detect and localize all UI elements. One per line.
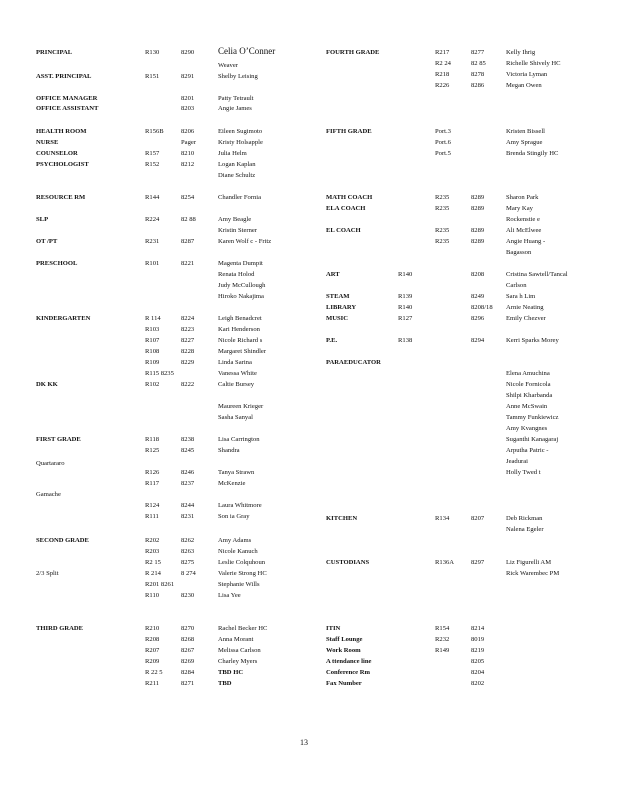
room-number: R157	[145, 150, 160, 157]
paraeducator-name: Holly Twed t	[506, 469, 541, 476]
room-number: R127	[398, 315, 413, 322]
staff-name: Shelby Leising	[218, 73, 258, 80]
staff-name: Weaver	[218, 62, 238, 69]
extension: 82 85	[471, 60, 486, 67]
staff-name: Amy Beagle	[218, 216, 252, 223]
room-number: R235	[435, 227, 450, 234]
staff-name: Valerie Strong HC	[218, 570, 267, 577]
room-number: R235	[435, 194, 450, 201]
room-number: R136A	[435, 559, 455, 566]
staff-name: Logan Kaplan	[218, 161, 256, 168]
room-number: R109	[145, 359, 160, 366]
section-label: LIBRARY	[326, 304, 357, 311]
paraeducator-name: Jeadurai	[506, 458, 528, 465]
staff-name: Mary Kay	[506, 205, 533, 212]
extension: 8 274	[181, 570, 196, 577]
room-number: Port.3	[435, 128, 451, 135]
section-label: CUSTODIANS	[326, 559, 370, 566]
section-label: SECOND GRADE	[36, 537, 89, 544]
room-number: R110	[145, 592, 160, 599]
extension: 8291	[181, 73, 195, 80]
extension: 8222	[181, 381, 195, 388]
extension: 8203	[181, 105, 195, 112]
extension: 8270	[181, 625, 195, 632]
staff-name: Nalena Egeler	[506, 526, 544, 533]
room-number: R210	[145, 625, 160, 632]
staff-name: Nicole Richard s	[218, 337, 263, 344]
staff-name: TBD HC	[218, 669, 244, 676]
staff-name: Sharon Park	[506, 194, 539, 201]
section-label: ASST. PRINCIPAL	[36, 73, 92, 80]
room-number: R125	[145, 447, 160, 454]
staff-name: Patty Tetrault	[218, 95, 254, 102]
extension: 8206	[181, 128, 195, 135]
staff-name: Amy Adams	[218, 537, 252, 544]
room-number: R103	[145, 326, 160, 333]
staff-name: Melissa Carlson	[218, 647, 261, 654]
room-number: R130	[145, 49, 160, 56]
section-label: COUNSELOR	[36, 150, 78, 157]
room-number: R209	[145, 658, 160, 665]
section-label: OFFICE ASSISTANT	[36, 105, 99, 112]
extension: 8214	[471, 625, 485, 632]
room-number: R139	[398, 293, 413, 300]
paraeducator-name: Elena Amuchina	[506, 370, 550, 377]
extension: 8228	[181, 348, 195, 355]
staff-name: Rick Warembec PM	[506, 570, 560, 577]
extension: 8229	[181, 359, 195, 366]
extension: 8208	[471, 271, 485, 278]
staff-name: Leslie Colquhoun	[218, 559, 266, 566]
extension: 8267	[181, 647, 195, 654]
section-label: Conference Rm	[326, 669, 371, 676]
staff-name: Angie Huang -	[506, 238, 546, 245]
section-label: ART	[326, 271, 340, 278]
section-label: FIRST GRADE	[36, 436, 81, 443]
extension: 8284	[181, 669, 195, 676]
paraeducator-name: Amy Kvangnes	[506, 425, 548, 432]
room-number: R231	[145, 238, 160, 245]
paraeducator-name: Tammy Funkiewicz	[506, 414, 559, 421]
extension: 8202	[471, 680, 485, 687]
extension: 8289	[471, 227, 485, 234]
extension: 8269	[181, 658, 195, 665]
room-number: R235	[435, 205, 450, 212]
extension: 8221	[181, 260, 195, 267]
extension: 8287	[181, 238, 195, 245]
room-number: R101	[145, 260, 160, 267]
paraeducator-name: Nicole Fornicola	[506, 381, 551, 388]
room-number: R108	[145, 348, 160, 355]
section-label: EL COACH	[326, 227, 361, 234]
room-number: R138	[398, 337, 413, 344]
room-number: R2 24	[435, 60, 451, 67]
extension: 8289	[471, 238, 485, 245]
room-number: R151	[145, 73, 160, 80]
staff-name: Kelly Ihrig	[506, 49, 536, 56]
paraeducator-name: Shilpi Kharbanda	[506, 392, 553, 399]
room-number: R156B	[145, 128, 164, 135]
staff-name: Liz Figurelli AM	[506, 559, 552, 566]
staff-name: Angie James	[218, 105, 252, 112]
staff-name: Maureen Krieger	[218, 403, 264, 410]
staff-name: Rachel Becker HC	[218, 625, 268, 632]
staff-name: Tanya Strawn	[218, 469, 255, 476]
room-number: R107	[145, 337, 160, 344]
room-number: R124	[145, 502, 160, 509]
room-number: R117	[145, 480, 160, 487]
staff-name: Megan Owen	[506, 82, 542, 89]
staff-name: Lisa Carrington	[218, 436, 260, 443]
extension: 8262	[181, 537, 195, 544]
room-number: R232	[435, 636, 450, 643]
staff-name: Sasha Sanyal	[218, 414, 253, 421]
room-number: R 214	[145, 570, 161, 577]
extension: 8289	[471, 205, 485, 212]
section-label: MATH COACH	[326, 194, 373, 201]
section-label: FOURTH GRADE	[326, 49, 380, 56]
room-number: Port.5	[435, 150, 451, 157]
extension: 8246	[181, 469, 195, 476]
paraeducator-name: Arputha Patric -	[506, 447, 549, 454]
section-label: NURSE	[36, 139, 59, 146]
extension: 8019	[471, 636, 485, 643]
extension: 8227	[181, 337, 195, 344]
room-number: R140	[398, 271, 413, 278]
extension: 8205	[471, 658, 485, 665]
section-label: Staff Lounge	[326, 636, 363, 643]
extension: 8263	[181, 548, 195, 555]
extension: 8271	[181, 680, 195, 687]
staff-name: Chandler Fornia	[218, 194, 262, 201]
section-label: Fax Number	[326, 680, 362, 687]
staff-name: Celia O’Conner	[218, 46, 276, 56]
extension: 8201	[181, 95, 195, 102]
staff-name: Victoria Lyman	[506, 71, 548, 78]
room-number: R 114	[145, 315, 161, 322]
room-number: R224	[145, 216, 160, 223]
room-number: R 22 5	[145, 669, 163, 676]
extension: 8268	[181, 636, 195, 643]
page-number: 13	[300, 738, 308, 747]
section-label: RESOURCE RM	[36, 194, 86, 201]
room-number: R134	[435, 515, 450, 522]
staff-name: Ali McElwee	[506, 227, 542, 234]
section-label: PARAEDUCATOR	[326, 359, 381, 366]
extension: 8238	[181, 436, 195, 443]
section-label: SLP	[36, 216, 49, 223]
staff-name: Stephanie Wills	[218, 581, 260, 588]
staff-name: Hiroko Nakajima	[218, 293, 264, 300]
extension: 8296	[471, 315, 485, 322]
section-label: THIRD GRADE	[36, 625, 84, 632]
staff-name: McKenzie	[218, 480, 246, 487]
section-label: DK KK	[36, 381, 58, 388]
staff-name: Karen Wolf c - Fritz	[218, 238, 272, 245]
room-number: R140	[398, 304, 413, 311]
extension: 8277	[471, 49, 485, 56]
staff-name: Laura Whitmore	[218, 502, 262, 509]
extension: 8275	[181, 559, 195, 566]
section-label: P.E.	[326, 337, 338, 344]
section-label: OT /PT	[36, 238, 58, 245]
extension: 8212	[181, 161, 195, 168]
room-number: R226	[435, 82, 450, 89]
section-label: Gamache	[36, 491, 61, 498]
section-label: 2/3 Split	[36, 570, 59, 577]
staff-name: Magenta Dumpit	[218, 260, 263, 267]
room-number: R217	[435, 49, 450, 56]
extension: 8278	[471, 71, 485, 78]
staff-name: Vanessa White	[218, 370, 257, 377]
room-number: R126	[145, 469, 160, 476]
extension: 8286	[471, 82, 485, 89]
staff-name: Emily Chezver	[506, 315, 546, 322]
staff-name: Kari Henderson	[218, 326, 260, 333]
room-number: R208	[145, 636, 160, 643]
staff-name: Eileen Sugimoto	[218, 128, 263, 135]
staff-name: Kerri Sparks Morey	[506, 337, 559, 344]
paraeducator-name: Anne McSwain	[506, 403, 548, 410]
section-label: MUSIC	[326, 315, 348, 322]
section-label: FIFTH GRADE	[326, 128, 372, 135]
staff-name: Carlson	[506, 282, 527, 289]
extension: 8245	[181, 447, 195, 454]
section-label: KINDERGARTEN	[36, 315, 91, 322]
staff-name: Diane Schultz	[218, 172, 256, 179]
extension: 82 88	[181, 216, 196, 223]
extension: 8224	[181, 315, 195, 322]
extension: 8219	[471, 647, 485, 654]
staff-name: Arnie Neating	[506, 304, 544, 311]
room-number: R154	[435, 625, 450, 632]
staff-name: Sara h Lim	[506, 293, 536, 300]
staff-name: Deb Rickman	[506, 515, 543, 522]
extension: 8207	[471, 515, 485, 522]
extension: 8249	[471, 293, 485, 300]
extension: 8289	[471, 194, 485, 201]
extension: 8231	[181, 513, 195, 520]
staff-name: Margaret Shindler	[218, 348, 267, 355]
section-label: A ttendance line	[326, 658, 372, 665]
extension: 8244	[181, 502, 195, 509]
room-number: R218	[435, 71, 450, 78]
section-label: HEALTH ROOM	[36, 128, 87, 135]
room-number: R211	[145, 680, 160, 687]
staff-name: Anna Morant	[218, 636, 254, 643]
extension: 8297	[471, 559, 485, 566]
staff-name: Charley Myers	[218, 658, 258, 665]
room-number: R152	[145, 161, 160, 168]
staff-name: Julia Helm	[218, 150, 247, 157]
room-number: R102	[145, 381, 160, 388]
extension: 8230	[181, 592, 195, 599]
extension: 8290	[181, 49, 195, 56]
staff-name: Brenda Stingily HC	[506, 150, 559, 157]
staff-name: TBD	[218, 680, 232, 687]
staff-name: Caltie Bursey	[218, 381, 255, 388]
staff-name: Kristen Bissell	[506, 128, 546, 135]
extension: 8210	[181, 150, 195, 157]
staff-name: Lisa Yee	[218, 592, 241, 599]
section-label: PRESCHOOL	[36, 260, 78, 267]
room-number: R203	[145, 548, 160, 555]
room-number: R235	[435, 238, 450, 245]
staff-name: Son ia Gray	[218, 513, 250, 520]
staff-name: Renata Holod	[218, 271, 255, 278]
extension: 8223	[181, 326, 195, 333]
staff-name: Kristy Holsapple	[218, 139, 263, 146]
staff-name: Leigh Benadcret	[218, 315, 262, 322]
extension: Pager	[181, 139, 197, 146]
staff-name: Nicole Kanuch	[218, 548, 258, 555]
room-number: R207	[145, 647, 160, 654]
section-label: ITIN	[326, 625, 341, 632]
room-number: R2 15	[145, 559, 161, 566]
extension: 8208/18	[471, 304, 493, 311]
extension: 8254	[181, 194, 195, 201]
staff-name: Judy McCullough	[218, 282, 266, 289]
section-label: Work Room	[326, 647, 361, 654]
section-label: PRINCIPAL	[36, 49, 73, 56]
staff-name: Bagasson	[506, 249, 532, 256]
section-label: STEAM	[326, 293, 350, 300]
section-label: OFFICE MANAGER	[36, 95, 98, 102]
staff-name: Rockenstie e	[506, 216, 540, 223]
extension: 8294	[471, 337, 485, 344]
room-number: Port.6	[435, 139, 451, 146]
room-number: R111	[145, 513, 159, 520]
extension: 8237	[181, 480, 195, 487]
section-label: PSYCHOLOGIST	[36, 161, 89, 168]
staff-name: Cristina Sawtell/Tancal	[506, 271, 568, 278]
staff-name: Amy Sprague	[506, 139, 543, 146]
room-number: R202	[145, 537, 160, 544]
room-number: R115 8235	[145, 370, 174, 377]
section-label: Quartararo	[36, 460, 65, 467]
paraeducator-name: Suganthi Kanagaraj	[506, 436, 559, 443]
extension: 8204	[471, 669, 485, 676]
staff-name: Kristin Sterner	[218, 227, 258, 234]
room-number: R118	[145, 436, 160, 443]
staff-name: Richelle Shively HC	[506, 60, 561, 67]
staff-name: Shandra	[218, 447, 240, 454]
room-number: R144	[145, 194, 160, 201]
section-label: ELA COACH	[326, 205, 366, 212]
section-label: KITCHEN	[326, 515, 358, 522]
room-number: R149	[435, 647, 450, 654]
staff-name: Linda Sarina	[218, 359, 252, 366]
room-number: R201 8261	[145, 581, 175, 588]
